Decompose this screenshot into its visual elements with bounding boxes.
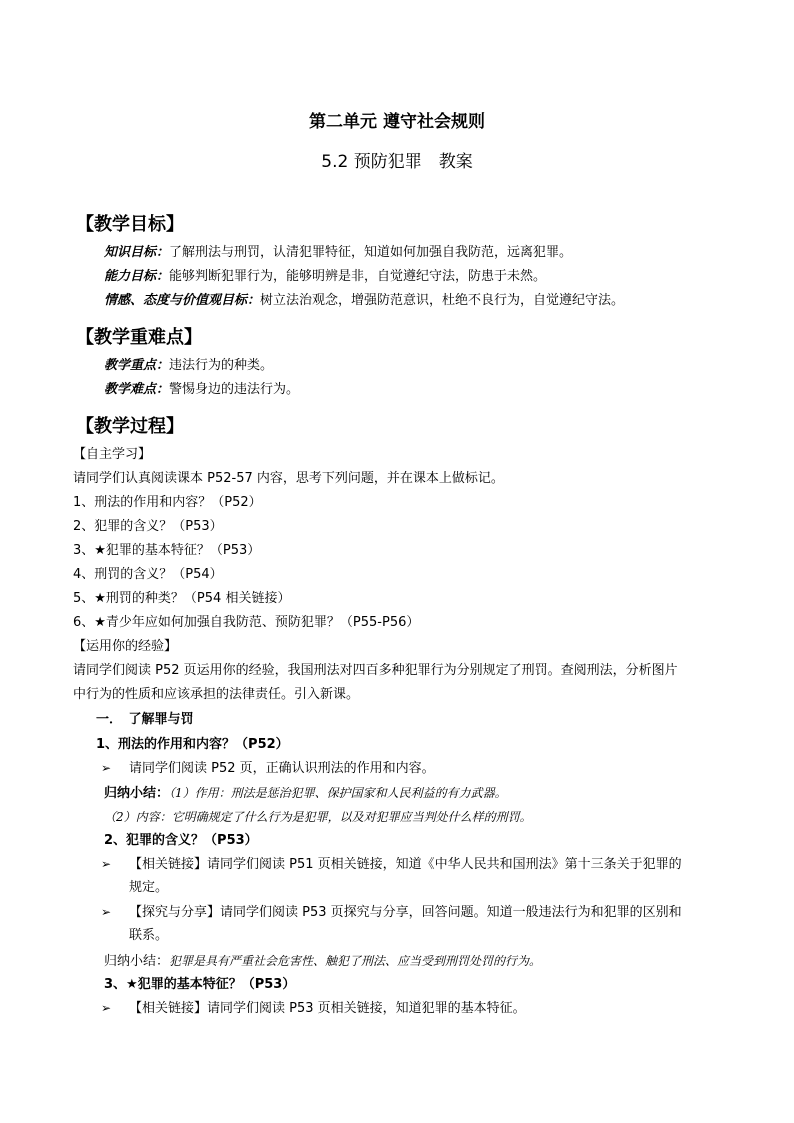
difficulty-point-text: 警惕身边的违法行为。	[169, 382, 300, 397]
q1-summary-text: （1）作用：刑法是惩治犯罪、保护国家和人民利益的有力武器。	[169, 786, 507, 800]
q2-summary-label: 归纳小结：	[104, 954, 170, 969]
question-item: 1、刑法的作用和内容？（P52）	[73, 495, 262, 510]
q1-title: 1、刑法的作用和内容？（P52）	[96, 737, 289, 752]
knowledge-goal-text: 了解刑法与刑罚，认清犯罪特征，知道如何加强自我防范，远离犯罪。	[169, 245, 573, 260]
difficulty-point-label: 教学难点：	[104, 382, 170, 397]
q2-title: 2、犯罪的含义？（P53）	[104, 833, 258, 848]
ability-goal	[104, 269, 546, 285]
emotion-goal-text: 树立法治观念，增强防范意识，杜绝不良行为，自觉遵纪守法。	[260, 293, 625, 308]
arrow-bullet-icon: ➢	[101, 857, 112, 871]
difficulty-point	[104, 382, 299, 398]
self-study-heading: 【自主学习】	[73, 447, 152, 462]
experience-text-line: 请同学们阅读 P52 页运用你的经验，我国刑法对四百多种犯罪行为分别规定了刑罚。查阅刑法，分析图片	[73, 663, 678, 678]
process-heading: 【教学过程】	[76, 416, 184, 437]
unit-title: 第二单元 遵守社会规则	[309, 112, 485, 132]
q1-summary-label: 归纳小结：	[104, 786, 170, 801]
q3-bullet-text: 【相关链接】请同学们阅读 P53 页相关链接，知道犯罪的基本特征。	[129, 1001, 526, 1016]
arrow-bullet-icon: ➢	[101, 761, 112, 775]
question-item: 6、★青少年应如何加强自我防范、预防犯罪？（P55-P56）	[73, 615, 420, 630]
key-point	[104, 358, 273, 374]
question-item: 5、★刑罚的种类？（P54 相关链接）	[73, 591, 291, 606]
ability-goal-text: 能够判断犯罪行为，能够明辨是非，自觉遵纪守法，防患于未然。	[169, 269, 547, 284]
q2-bullet-text: 规定。	[129, 880, 169, 895]
question-item: 4、刑罚的含义？（P54）	[73, 567, 223, 582]
question-item: 3、★犯罪的基本特征？（P53）	[73, 543, 261, 558]
lesson-title: 5.2 预防犯罪 教案	[321, 152, 473, 172]
part-one-title: 一． 了解罪与罚	[96, 712, 194, 727]
goals-heading: 【教学目标】	[76, 214, 184, 235]
q2-bullet-text: 【探究与分享】请同学们阅读 P53 页探究与分享，回答问题。知道一般违法行为和犯罪的区别和	[129, 905, 682, 920]
key-point-label: 教学重点：	[104, 358, 170, 373]
q2-bullet-text: 联系。	[129, 928, 169, 943]
emotion-goal	[104, 293, 624, 309]
q1-summary	[104, 785, 507, 802]
q2-summary	[104, 953, 541, 970]
question-item: 2、犯罪的含义？（P53）	[73, 519, 223, 534]
ability-goal-label: 能力目标：	[104, 269, 170, 284]
knowledge-goal-label: 知识目标：	[104, 245, 170, 260]
q1-summary-content: （2）内容：它明确规定了什么行为是犯罪，以及对犯罪应当判处什么样的刑罚。	[104, 810, 532, 824]
experience-heading: 【运用你的经验】	[73, 639, 178, 654]
key-points-heading: 【教学重难点】	[76, 327, 202, 348]
q1-bullet-text: 请同学们阅读 P52 页，正确认识刑法的作用和内容。	[129, 761, 435, 776]
knowledge-goal	[104, 245, 572, 261]
arrow-bullet-icon: ➢	[101, 1001, 112, 1015]
q2-summary-text: 犯罪是具有严重社会危害性、触犯了刑法、应当受到刑罚处罚的行为。	[169, 954, 542, 968]
arrow-bullet-icon: ➢	[101, 905, 112, 919]
q2-bullet-text: 【相关链接】请同学们阅读 P51 页相关链接，知道《中华人民共和国刑法》第十三条关于犯罪的	[129, 857, 682, 872]
experience-text-line: 中行为的性质和应该承担的法律责任。引入新课。	[73, 687, 360, 702]
key-point-text: 违法行为的种类。	[169, 358, 274, 373]
q3-title: 3、★犯罪的基本特征？（P53）	[104, 977, 296, 992]
emotion-goal-label: 情感、态度与价值观目标：	[104, 293, 261, 308]
self-study-intro: 请同学们认真阅读课本 P52-57 内容，思考下列问题，并在课本上做标记。	[73, 471, 504, 486]
